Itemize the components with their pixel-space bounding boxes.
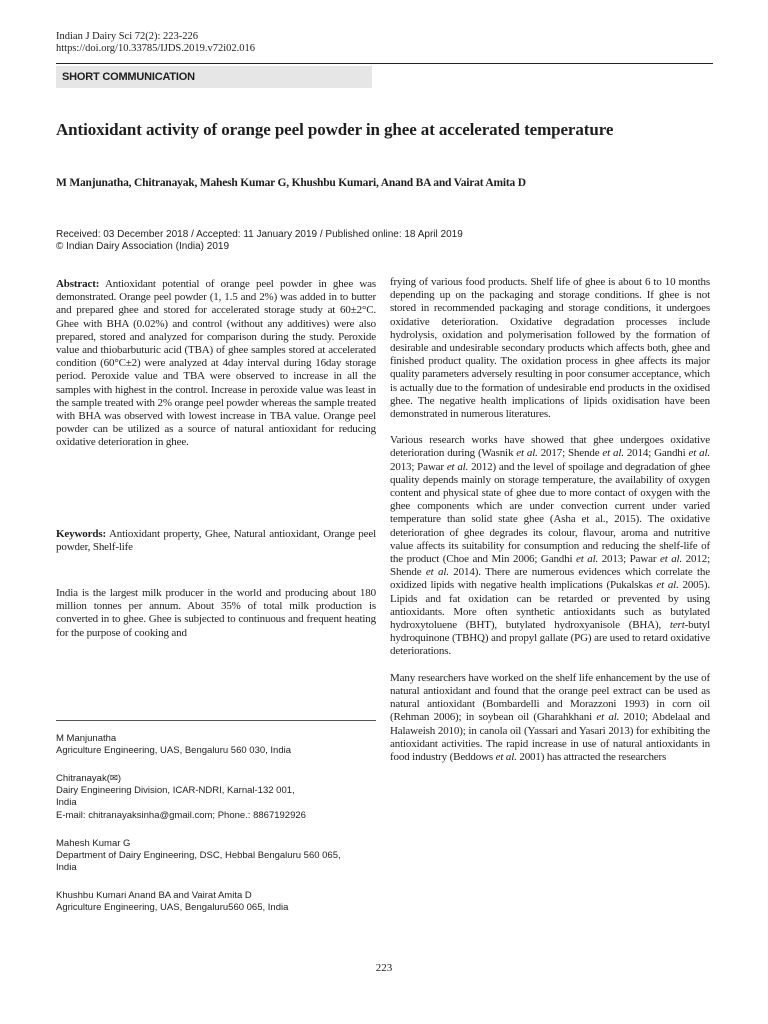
author-list: M Manjunatha, Chitranayak, Mahesh Kumar G, Khushbu Kumari, Anand BA and Vairat Amita D: [56, 177, 526, 189]
keywords-text: Antioxidant property, Ghee, Natural antioxidant, Orange peel powder, Shelf-life: [56, 528, 376, 554]
text-run-italic: tert: [669, 619, 685, 632]
page-number: 223: [375, 962, 393, 974]
text-run-italic: et al.: [516, 447, 538, 460]
affiliation-line: Agriculture Engineering, UAS, Bengaluru560 065, India: [56, 902, 289, 914]
abstract-label: Abstract:: [56, 278, 100, 290]
abstract-block: [56, 278, 376, 450]
text-run-italic: et al.: [446, 460, 469, 473]
text-run-italic: et al.: [602, 447, 624, 460]
affiliation-line: Department of Dairy Engineering, DSC, Hebbal Bengaluru 560 065,: [56, 850, 341, 862]
right-column: [390, 276, 710, 764]
affiliation-name: M Manjunatha: [56, 733, 117, 744]
affiliation-3: [56, 838, 376, 875]
copyright-line: © Indian Dairy Association (India) 2019: [56, 241, 230, 252]
affiliation-1: [56, 733, 376, 757]
body-paragraph-3: [390, 672, 710, 764]
paper-title: Antioxidant activity of orange peel powder in ghee at accelerated temperature: [56, 120, 614, 139]
affiliation-2: [56, 773, 376, 822]
journal-citation: Indian J Dairy Sci 72(2): 223-226: [56, 31, 199, 42]
text-run: 2013; Pawar: [390, 460, 447, 473]
text-run: 2014; Gandhi: [623, 447, 689, 460]
affiliation-line: India: [56, 797, 77, 809]
text-run-italic: et al.: [659, 553, 683, 566]
body-paragraph-2: [390, 434, 710, 658]
affiliation-4: [56, 890, 376, 914]
body-paragraph-1: frying of various food products. Shelf life of ghee is about 6 to 10 months depending up on the packaging and storage conditions. If ghee is not stored in recommended packaging and storage conditions, it undergoes oxidative deterioration. Oxidative degradation processes include hydrolysis, oxidation and polymerisation followed by the formation of desirable and undesirable secondary products which affects both, ghee and finished product quality. The oxidation process in ghee affects its major quality parameters adversely resulting in poor consumer acceptance, which is actually due to the formation of undesirable end products in the oxidised ghee. The negative health implications of lipids oxidisation have been demonstrated in numerous literatures.: [390, 276, 710, 421]
affiliation-line: India: [56, 862, 77, 874]
text-run-italic: et al.: [425, 566, 449, 579]
text-run-italic: et al.: [656, 579, 679, 592]
keywords-block: [56, 528, 376, 554]
doi-link[interactable]: https://doi.org/10.33785/IJDS.2019.v72i02.016: [56, 43, 256, 54]
affiliation-name: Mahesh Kumar G: [56, 838, 131, 849]
affiliation-line: Agriculture Engineering, UAS, Bengaluru 560 030, India: [56, 745, 292, 757]
intro-paragraph: [56, 587, 376, 640]
abstract-text: Antioxidant potential of orange peel powder in ghee was demonstrated. Orange peel powder (1, 1.5 and 2%) was added in to butter and prepared ghee and stored for accelerated storage study at 60±2°C. Ghee with BHA (0.02%) and control (without any additives) were also prepared, stored and analyzed for comparison during the study. Peroxide value and thiobarbuturic acid (TBA) of ghee samples stored at accelerated condition (60°C±2) were analyzed at 4day interval during 16day storage period. Peroxide value and TBA were observed to increase in all the samples with highest in the control. Increase in peroxide value was least in the sample treated with 2% orange peel powder whereas the sample treated with BHA was observed with lowest increase in TBA value. Orange peel powder can be utilized as a source of natural antioxidant for reducing oxidative deterioration in ghee.: [56, 278, 377, 449]
text-run-italic: et al.: [576, 553, 599, 566]
email-line[interactable]: E-mail: chitranayaksinha@gmail.com; Phone.: 8867192926: [56, 809, 306, 821]
text-run-italic: et al.: [688, 447, 710, 460]
text-run: 2010; Abdelaal and Halaweish 2010); in canola oil (Yassari and Yasari 2013) for exhibiting the antioxidant activities. The rapid increase in use of natural antioxidants in food industry (Beddows: [390, 711, 711, 763]
text-run: 2014). There are numerous evidences which correlate the oxidized lipids with negative health implications (Pukalskas: [390, 566, 710, 592]
header-rule: [56, 63, 713, 64]
text-run: 2013; Pawar: [598, 553, 660, 566]
text-run: 2017; Shende: [537, 447, 603, 460]
text-run: Various research works have showed that ghee undergoes oxidative deterioration during (Wasnik: [390, 434, 710, 460]
text-run: 2012) and the level of spoilage and degradation of ghee quality depends mainly on storage temperature, the availability of oxygen content and physical state of ghee due to more contact of oxygen with the ghee components which are under convection current under varied temperature than solid state ghee (Asha et al., 2015). The oxidative deterioration of ghee degrades its colour, flavour, aroma and nutritive value affects its suitability for consumption and reducing the shelf-life of the product (Choe and Min 2006; Gandhi: [390, 460, 710, 566]
section-label: SHORT COMMUNICATION: [56, 66, 372, 88]
text-run-italic: et al.: [495, 750, 517, 763]
keywords-label: Keywords:: [56, 528, 106, 540]
affiliation-name: Khushbu Kumari Anand BA and Vairat Amita D: [56, 890, 252, 901]
affiliation-line: Dairy Engineering Division, ICAR-NDRI, Karnal-132 001,: [56, 785, 295, 797]
affiliation-rule: [56, 720, 376, 721]
affiliation-name: Chitranayak(✉): [56, 773, 121, 784]
text-run: 2012; Shende: [390, 553, 710, 579]
text-run: -butyl hydroquinone (TBHQ) and propyl gallate (PG) are used to retard oxidative deteriorations.: [390, 619, 710, 658]
text-run: Many researchers have worked on the shelf life enhancement by the use of natural antioxidant and found that the orange peel extract can be used as natural antioxidant (Bombardelli and Morazzoni 1993) in corn oil (Rehman 2006); in soybean oil (Gharahkhani: [390, 671, 710, 724]
publication-dates: Received: 03 December 2018 / Accepted: 11 January 2019 / Published online: 18 April 2019: [56, 229, 463, 240]
text-run-italic: et al.: [596, 711, 620, 724]
intro-text: India is the largest milk producer in the world and producing about 180 million tonnes per annum. About 35% of total milk production is converted in to ghee. Ghee is subjected to continuous and frequent heating for the purpose of cooking and: [56, 587, 376, 639]
text-run: 2001) has attracted the researchers: [516, 750, 667, 763]
text-run: 2005). Lipids and fat oxidation can be retarded or prevented by using antioxidants. More often synthetic antioxidants such as butylated hydroxytoluene (BHT), butylated hydroxyanisole (BHA),: [390, 579, 710, 632]
